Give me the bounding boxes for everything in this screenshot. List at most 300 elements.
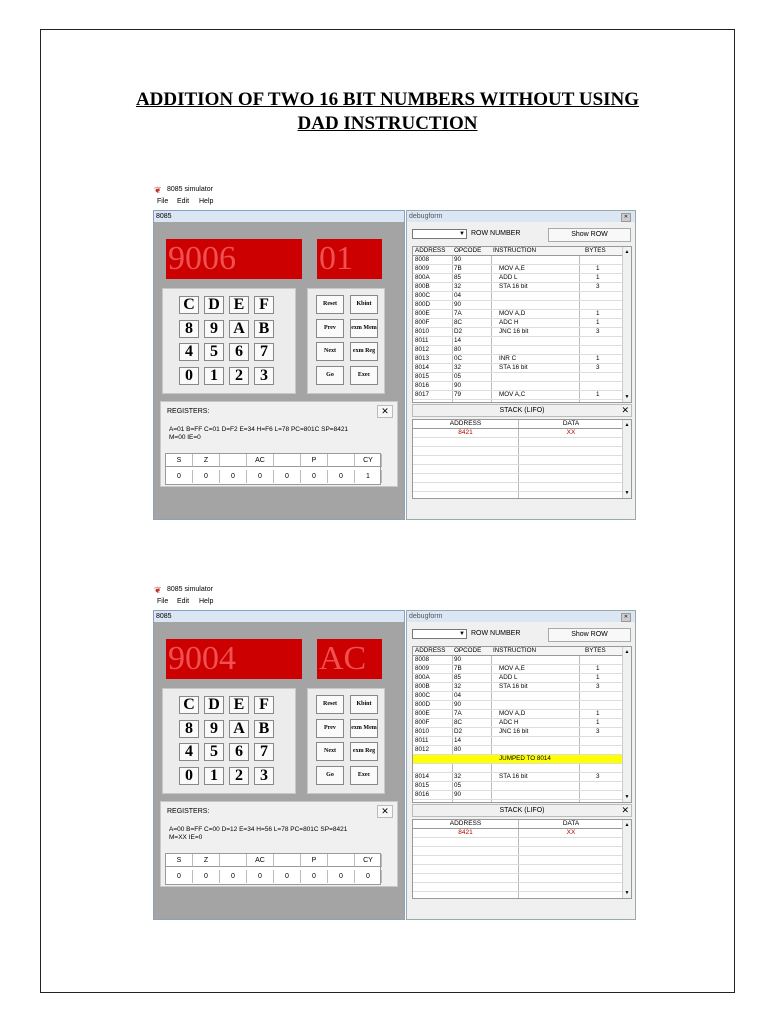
program-header-row — [413, 647, 623, 656]
program-column-header: OPCODE — [454, 247, 482, 254]
stack-header-row — [413, 420, 623, 429]
document-title-line2: DAD INSTRUCTION — [297, 113, 478, 134]
table-row[interactable] — [413, 319, 623, 328]
key-b[interactable]: B — [254, 720, 274, 738]
table-row[interactable] — [413, 337, 623, 346]
registers-panel — [160, 401, 398, 487]
close-icon[interactable]: ✕ — [621, 805, 629, 815]
exec-button[interactable]: Exec — [350, 366, 378, 385]
flag-header: P — [301, 454, 328, 467]
flag-header: Z — [193, 854, 220, 867]
flags-table — [165, 453, 381, 485]
table-row[interactable] — [413, 328, 623, 337]
exec-button[interactable]: Exec — [350, 766, 378, 785]
program-table — [412, 246, 632, 403]
table-cell: 14 — [454, 337, 462, 344]
close-icon[interactable]: ✕ — [621, 613, 631, 622]
table-row[interactable] — [413, 719, 623, 728]
flag-value: 0 — [328, 870, 355, 883]
close-icon[interactable]: ✕ — [621, 213, 631, 222]
table-row[interactable] — [413, 701, 623, 710]
program-column-header: INSTRUCTION — [493, 247, 537, 254]
table-cell: 800C — [415, 692, 431, 699]
flag-value: 0 — [328, 470, 355, 483]
table-row[interactable] — [413, 355, 623, 364]
close-icon[interactable]: ✕ — [377, 405, 393, 418]
key-3[interactable]: 3 — [254, 367, 274, 385]
flag-value: 1 — [355, 470, 382, 483]
key-e[interactable]: E — [229, 696, 249, 714]
prev-button[interactable]: Prev — [316, 719, 344, 738]
table-cell: 1 — [596, 665, 600, 672]
table-cell: 8010 — [415, 328, 430, 335]
stack-scrollbar[interactable] — [622, 820, 631, 898]
table-row[interactable] — [413, 728, 623, 737]
table-cell: 1 — [596, 310, 600, 317]
data-display: AC — [317, 639, 382, 679]
debug-window-header — [407, 611, 635, 622]
scroll-up-icon[interactable]: ▲ — [624, 249, 630, 255]
stack-column-header: DATA — [562, 820, 580, 827]
go-button[interactable]: Go — [316, 766, 344, 785]
flag-value: 0 — [166, 470, 193, 483]
exm-mem-button[interactable]: exm Mem — [350, 719, 378, 738]
key-0[interactable]: 0 — [179, 367, 199, 385]
key-f[interactable]: F — [254, 696, 274, 714]
flag-value: 0 — [355, 870, 382, 883]
flags-table — [165, 853, 381, 885]
table-cell: 79 — [454, 391, 462, 398]
flag-value: 0 — [274, 870, 301, 883]
key-e[interactable]: E — [229, 296, 249, 314]
empty-row — [413, 438, 623, 447]
close-icon[interactable]: ✕ — [377, 805, 393, 818]
flag-header: Z — [193, 454, 220, 467]
key-d[interactable]: D — [204, 296, 224, 314]
stack-header — [412, 404, 632, 417]
registers-values-2: M=XX IE=0 — [169, 834, 203, 841]
flag-header: CY — [355, 854, 382, 867]
table-row[interactable] — [413, 764, 623, 773]
table-row[interactable] — [413, 274, 623, 283]
stack-data: XX — [566, 429, 576, 436]
key-9[interactable]: 9 — [204, 320, 224, 338]
flag-value: 0 — [166, 870, 193, 883]
table-cell: 800F — [415, 719, 430, 726]
table-cell: STA 16 bit — [499, 283, 528, 290]
stack-data: XX — [566, 829, 576, 836]
exm-reg-button[interactable]: exm Reg — [350, 742, 378, 761]
program-scrollbar[interactable] — [622, 247, 631, 402]
key-4[interactable]: 4 — [179, 743, 199, 761]
table-cell: 800C — [415, 292, 431, 299]
reset-button[interactable]: Reset — [316, 295, 344, 314]
program-column-header: ADDRESS — [415, 647, 446, 654]
scroll-up-icon[interactable]: ▲ — [624, 822, 630, 828]
key-9[interactable]: 9 — [204, 720, 224, 738]
table-cell: 8015 — [415, 373, 430, 380]
key-8[interactable]: 8 — [179, 720, 199, 738]
go-button[interactable]: Go — [316, 366, 344, 385]
menu-bar — [153, 196, 639, 208]
registers-panel — [160, 801, 398, 887]
table-row[interactable] — [413, 755, 623, 764]
registers-values: A=00 B=FF C=00 D=12 E=34 H=56 L=78 PC=801C SP=8421 — [169, 826, 348, 833]
table-cell: 800D — [415, 701, 431, 708]
hex-keypad — [162, 688, 296, 794]
stack-address: 8421 — [458, 829, 473, 836]
flag-value: 0 — [193, 470, 220, 483]
table-row[interactable] — [413, 692, 623, 701]
kit-window — [153, 610, 405, 920]
table-cell: 8016 — [415, 382, 430, 389]
row-number-label: ROW NUMBER — [471, 230, 521, 237]
table-cell: JUMPED TO 8014 — [499, 755, 551, 762]
table-row[interactable] — [413, 791, 623, 800]
flag-header — [220, 454, 247, 467]
flag-header — [274, 854, 301, 867]
table-cell: 8016 — [415, 791, 430, 798]
app-title: 8085 simulator — [167, 186, 213, 193]
registers-values-2: M=00 IE=0 — [169, 434, 201, 441]
scroll-up-icon[interactable]: ▲ — [624, 649, 630, 655]
next-button[interactable]: Next — [316, 742, 344, 761]
table-row[interactable] — [413, 773, 623, 782]
program-column-header: BYTES — [585, 647, 606, 654]
table-row[interactable] — [413, 283, 623, 292]
table-row[interactable] — [413, 665, 623, 674]
hex-keypad — [162, 288, 296, 394]
table-cell: 8011 — [415, 337, 429, 344]
title-bar — [153, 584, 639, 596]
table-cell: 3 — [596, 728, 600, 735]
key-b[interactable]: B — [254, 320, 274, 338]
stack-column-header: DATA — [562, 420, 580, 427]
flag-header — [274, 454, 301, 467]
table-cell: ADC H — [499, 319, 519, 326]
next-button[interactable]: Next — [316, 342, 344, 361]
stack-header — [412, 804, 632, 817]
table-cell: 1 — [596, 265, 600, 272]
menu-help[interactable]: Help — [199, 198, 214, 205]
scroll-down-icon[interactable]: ▼ — [624, 890, 630, 896]
table-cell: STA 16 bit — [499, 683, 528, 690]
stack-column-header: ADDRESS — [449, 420, 482, 427]
table-cell: 0C — [454, 355, 463, 362]
flag-header: AC — [247, 854, 274, 867]
key-0[interactable]: 0 — [179, 767, 199, 785]
table-cell: MOV A,D — [499, 310, 526, 317]
table-cell: 8008 — [415, 656, 430, 663]
title-bar — [153, 184, 639, 196]
table-cell: 8008 — [415, 256, 430, 263]
table-cell: 04 — [454, 292, 462, 299]
exm-mem-button[interactable]: exm Mem — [350, 319, 378, 338]
key-a[interactable]: A — [229, 720, 249, 738]
table-cell: 8010 — [415, 728, 430, 735]
table-cell: 8C — [454, 719, 463, 726]
empty-row — [413, 456, 623, 465]
key-5[interactable]: 5 — [204, 343, 224, 361]
registers-title: REGISTERS: — [167, 808, 210, 815]
debug-window-title: debugform — [409, 213, 443, 220]
table-row[interactable] — [413, 656, 623, 665]
flag-value: 0 — [247, 870, 274, 883]
flag-value: 0 — [274, 470, 301, 483]
document-title-line1: ADDITION OF TWO 16 BIT NUMBERS WITHOUT USING — [135, 89, 640, 110]
prev-button[interactable]: Prev — [316, 319, 344, 338]
table-cell: 800A — [415, 274, 430, 281]
table-cell: 1 — [596, 719, 600, 726]
key-c[interactable]: C — [179, 296, 199, 314]
table-cell: 8009 — [415, 265, 430, 272]
kit-window-title: 8085 — [156, 213, 172, 220]
stack-table — [412, 419, 632, 499]
table-cell: INR C — [499, 355, 517, 362]
key-1[interactable]: 1 — [204, 367, 224, 385]
scroll-down-icon[interactable]: ▼ — [624, 794, 630, 800]
table-cell: 3 — [596, 283, 600, 290]
table-cell: 32 — [454, 773, 462, 780]
table-cell: 8017 — [415, 391, 430, 398]
table-cell: 04 — [454, 692, 462, 699]
flag-header: AC — [247, 454, 274, 467]
empty-row — [413, 883, 623, 892]
key-2[interactable]: 2 — [229, 367, 249, 385]
key-6[interactable]: 6 — [229, 343, 249, 361]
table-cell: 05 — [454, 373, 462, 380]
kit-window-header — [154, 611, 404, 622]
empty-row — [413, 465, 623, 474]
flag-value: 0 — [220, 870, 247, 883]
scroll-down-icon[interactable]: ▼ — [624, 394, 630, 400]
row-number-select[interactable] — [412, 229, 467, 239]
table-cell: 800A — [415, 674, 430, 681]
reset-button[interactable]: Reset — [316, 695, 344, 714]
menu-file[interactable]: File — [157, 198, 169, 205]
table-cell: 8015 — [415, 782, 430, 789]
flag-value: 0 — [247, 470, 274, 483]
debug-window — [406, 210, 636, 520]
table-cell: 7A — [454, 310, 462, 317]
program-column-header: OPCODE — [454, 647, 482, 654]
flag-value: 0 — [220, 470, 247, 483]
table-row[interactable] — [413, 710, 623, 719]
table-cell: 800B — [415, 683, 430, 690]
table-row[interactable] — [413, 310, 623, 319]
scroll-down-icon[interactable]: ▼ — [624, 490, 630, 496]
key-3[interactable]: 3 — [254, 767, 274, 785]
flag-header: S — [166, 454, 193, 467]
simulator-screenshot-2 — [153, 584, 639, 922]
menu-file[interactable]: File — [157, 598, 169, 605]
table-row[interactable] — [413, 346, 623, 355]
row-number-label: ROW NUMBER — [471, 630, 521, 637]
table-cell: 1 — [596, 674, 600, 681]
table-cell: 90 — [454, 256, 462, 263]
key-6[interactable]: 6 — [229, 743, 249, 761]
table-cell: 800F — [415, 319, 430, 326]
app-logo-icon: ❦ — [154, 585, 162, 595]
table-cell: 7B — [454, 665, 462, 672]
table-cell: 3 — [596, 364, 600, 371]
table-cell: STA 16 bit — [499, 364, 528, 371]
show-row-button[interactable]: Show ROW — [548, 628, 631, 642]
app-title: 8085 simulator — [167, 586, 213, 593]
table-cell: 8012 — [415, 346, 430, 353]
table-row[interactable] — [413, 746, 623, 755]
table-row[interactable] — [413, 382, 623, 391]
menu-help[interactable]: Help — [199, 598, 214, 605]
table-cell: 90 — [454, 382, 462, 389]
empty-row — [413, 483, 623, 492]
kbint-button[interactable]: Kbint — [350, 295, 378, 314]
table-cell: 1 — [596, 391, 600, 398]
menu-edit[interactable]: Edit — [177, 598, 190, 605]
simulator-screenshot-1 — [153, 184, 639, 522]
table-cell: STA 16 bit — [499, 773, 528, 780]
table-cell: 8009 — [415, 665, 430, 672]
exm-reg-button[interactable]: exm Reg — [350, 342, 378, 361]
key-c[interactable]: C — [179, 696, 199, 714]
key-7[interactable]: 7 — [254, 743, 274, 761]
table-cell: 1 — [596, 355, 600, 362]
stack-scrollbar[interactable] — [622, 420, 631, 498]
key-a[interactable]: A — [229, 320, 249, 338]
table-row[interactable] — [413, 737, 623, 746]
empty-row — [413, 492, 623, 499]
program-column-header: ADDRESS — [415, 247, 446, 254]
debug-window-header — [407, 211, 635, 222]
table-row[interactable] — [413, 301, 623, 310]
registers-values: A=01 B=FF C=01 D=F2 E=34 H=F6 L=78 PC=801C SP=8421 — [169, 426, 349, 433]
key-f[interactable]: F — [254, 296, 274, 314]
key-4[interactable]: 4 — [179, 343, 199, 361]
table-cell: 8013 — [415, 355, 430, 362]
menu-bar — [153, 596, 639, 608]
table-cell: 90 — [454, 656, 462, 663]
kit-window — [153, 210, 405, 520]
table-cell: 85 — [454, 274, 462, 281]
table-cell: ADD L — [499, 674, 518, 681]
table-cell: D2 — [454, 328, 463, 335]
program-header-row — [413, 247, 623, 256]
table-row[interactable] — [413, 683, 623, 692]
table-cell: 7B — [454, 265, 462, 272]
table-cell: 1 — [596, 710, 600, 717]
flag-header: CY — [355, 454, 382, 467]
table-cell: 05 — [454, 782, 462, 789]
key-2[interactable]: 2 — [229, 767, 249, 785]
table-cell: ADD L — [499, 274, 518, 281]
key-7[interactable]: 7 — [254, 343, 274, 361]
debug-window-title: debugform — [409, 613, 443, 620]
table-cell: MOV A,D — [499, 710, 526, 717]
scroll-up-icon[interactable]: ▲ — [624, 422, 630, 428]
empty-row — [413, 874, 623, 883]
table-cell: 32 — [454, 364, 462, 371]
table-cell: 32 — [454, 283, 462, 290]
kbint-button[interactable]: Kbint — [350, 695, 378, 714]
table-cell: 90 — [454, 301, 462, 308]
empty-row — [413, 838, 623, 847]
row-number-select[interactable] — [412, 629, 467, 639]
table-cell: 800E — [415, 310, 430, 317]
key-8[interactable]: 8 — [179, 320, 199, 338]
program-column-header: INSTRUCTION — [493, 647, 537, 654]
empty-row — [413, 856, 623, 865]
table-cell: 32 — [454, 683, 462, 690]
empty-row — [413, 447, 623, 456]
empty-row — [413, 892, 623, 899]
close-icon[interactable]: ✕ — [621, 405, 629, 415]
table-cell: JNC 16 bit — [499, 328, 529, 335]
table-cell: 1 — [596, 274, 600, 281]
table-row[interactable] — [413, 265, 623, 274]
table-cell: MOV A,C — [499, 391, 526, 398]
table-cell: MOV A,E — [499, 665, 525, 672]
key-d[interactable]: D — [204, 696, 224, 714]
key-1[interactable]: 1 — [204, 767, 224, 785]
table-cell: 80 — [454, 746, 462, 753]
table-cell: ADC H — [499, 719, 519, 726]
flag-header — [220, 854, 247, 867]
flag-value: 0 — [301, 870, 328, 883]
flag-header — [328, 854, 355, 867]
table-cell: 3 — [596, 328, 600, 335]
table-row[interactable] — [413, 391, 623, 400]
table-row[interactable] — [413, 364, 623, 373]
table-cell: 1 — [596, 319, 600, 326]
empty-row — [413, 865, 623, 874]
stack-table — [412, 819, 632, 899]
debug-window — [406, 610, 636, 920]
table-cell: D2 — [454, 728, 463, 735]
table-cell: 800E — [415, 710, 430, 717]
table-cell: 800D — [415, 301, 431, 308]
flag-header: S — [166, 854, 193, 867]
address-display: 9004 — [166, 639, 302, 679]
show-row-button[interactable]: Show ROW — [548, 228, 631, 242]
table-cell: 8014 — [415, 364, 430, 371]
table-cell: 8012 — [415, 746, 430, 753]
stack-title: STACK (LIFO) — [499, 407, 545, 414]
table-cell: 14 — [454, 737, 462, 744]
table-row[interactable] — [413, 429, 623, 438]
stack-column-header: ADDRESS — [449, 820, 482, 827]
table-row[interactable] — [413, 674, 623, 683]
key-5[interactable]: 5 — [204, 743, 224, 761]
kit-window-title: 8085 — [156, 613, 172, 620]
table-row[interactable] — [413, 373, 623, 382]
table-row[interactable] — [413, 256, 623, 265]
empty-row — [413, 474, 623, 483]
table-row[interactable] — [413, 782, 623, 791]
chevron-down-icon: ▼ — [459, 231, 465, 237]
menu-edit[interactable]: Edit — [177, 198, 190, 205]
program-scrollbar[interactable] — [622, 647, 631, 802]
table-cell: 8C — [454, 319, 463, 326]
table-cell: 8014 — [415, 773, 430, 780]
flag-header: P — [301, 854, 328, 867]
kit-window-header — [154, 211, 404, 222]
data-display: 01 — [317, 239, 382, 279]
registers-title: REGISTERS: — [167, 408, 210, 415]
flag-value: 0 — [301, 470, 328, 483]
table-cell: 800B — [415, 283, 430, 290]
table-row[interactable] — [413, 292, 623, 301]
table-row[interactable] — [413, 829, 623, 838]
